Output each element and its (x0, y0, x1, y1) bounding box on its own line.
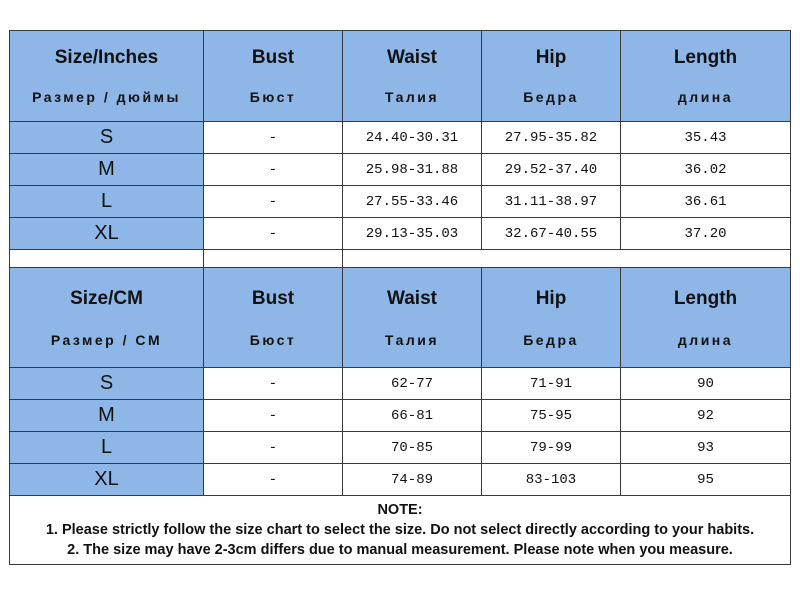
length-cell: 35.43 (621, 122, 791, 154)
hip-cell: 32.67-40.55 (482, 218, 621, 250)
bust-cell: - (204, 218, 343, 250)
waist-cell: 24.40-30.31 (343, 122, 482, 154)
table-row (10, 400, 791, 432)
table-row (10, 464, 791, 496)
inches-header-row (10, 31, 791, 122)
size-cell: XL (10, 464, 204, 496)
cm-header-bust: Bust Бюст (204, 268, 343, 368)
hip-cell: 75-95 (482, 400, 621, 432)
bust-cell: - (204, 368, 343, 400)
cm-header-row (10, 268, 791, 368)
cm-header-size: Size/CM Размер / CM (10, 268, 204, 368)
bust-cell: - (204, 400, 343, 432)
hip-cell: 31.11-38.97 (482, 186, 621, 218)
bust-cell: - (204, 432, 343, 464)
inches-header-size: Size/Inches Размер / дюймы (10, 31, 204, 122)
table-row (10, 154, 791, 186)
size-cell: L (10, 432, 204, 464)
size-cell: XL (10, 218, 204, 250)
note-box (10, 496, 791, 565)
waist-cell: 27.55-33.46 (343, 186, 482, 218)
waist-cell: 29.13-35.03 (343, 218, 482, 250)
waist-cell: 25.98-31.88 (343, 154, 482, 186)
bust-cell: - (204, 186, 343, 218)
note-line-1: 1. Please strictly follow the size chart to select the size. Do not select directly according to your habits. (45, 522, 755, 538)
inches-header-waist: Waist Талия (343, 31, 482, 122)
length-cell: 92 (621, 400, 791, 432)
inches-header-bust: Bust Бюст (204, 31, 343, 122)
length-cell: 37.20 (621, 218, 791, 250)
cm-header-length: Length длина (621, 268, 791, 368)
waist-cell: 70-85 (343, 432, 482, 464)
waist-cell: 74-89 (343, 464, 482, 496)
inches-header-length: Length длина (621, 31, 791, 122)
waist-cell: 62-77 (343, 368, 482, 400)
table-row (10, 186, 791, 218)
length-cell: 95 (621, 464, 791, 496)
size-cell: L (10, 186, 204, 218)
hip-cell: 83-103 (482, 464, 621, 496)
table-row (10, 432, 791, 464)
size-cell: M (10, 154, 204, 186)
table-row (10, 122, 791, 154)
size-cell: M (10, 400, 204, 432)
hip-cell: 27.95-35.82 (482, 122, 621, 154)
length-cell: 93 (621, 432, 791, 464)
bust-cell: - (204, 464, 343, 496)
hip-cell: 79-99 (482, 432, 621, 464)
length-cell: 36.02 (621, 154, 791, 186)
bust-cell: - (204, 122, 343, 154)
spacer-row (10, 250, 791, 268)
table-row (10, 218, 791, 250)
waist-cell: 66-81 (343, 400, 482, 432)
spacer-cell (204, 250, 343, 268)
size-chart (9, 30, 791, 565)
length-cell: 36.61 (621, 186, 791, 218)
length-cell: 90 (621, 368, 791, 400)
spacer-cell (343, 250, 791, 268)
inches-header-hip: Hip Бедра (482, 31, 621, 122)
note-title: NOTE: (377, 502, 423, 518)
spacer-cell (10, 250, 204, 268)
cm-header-hip: Hip Бедра (482, 268, 621, 368)
table-row (10, 368, 791, 400)
bust-cell: - (204, 154, 343, 186)
size-cell: S (10, 368, 204, 400)
note-line-2: 2. The size may have 2-3cm differs due to manual measurement. Please note when you measure. (67, 542, 733, 558)
hip-cell: 29.52-37.40 (482, 154, 621, 186)
note-row (10, 496, 791, 565)
cm-header-waist: Waist Талия (343, 268, 482, 368)
size-cell: S (10, 122, 204, 154)
hip-cell: 71-91 (482, 368, 621, 400)
